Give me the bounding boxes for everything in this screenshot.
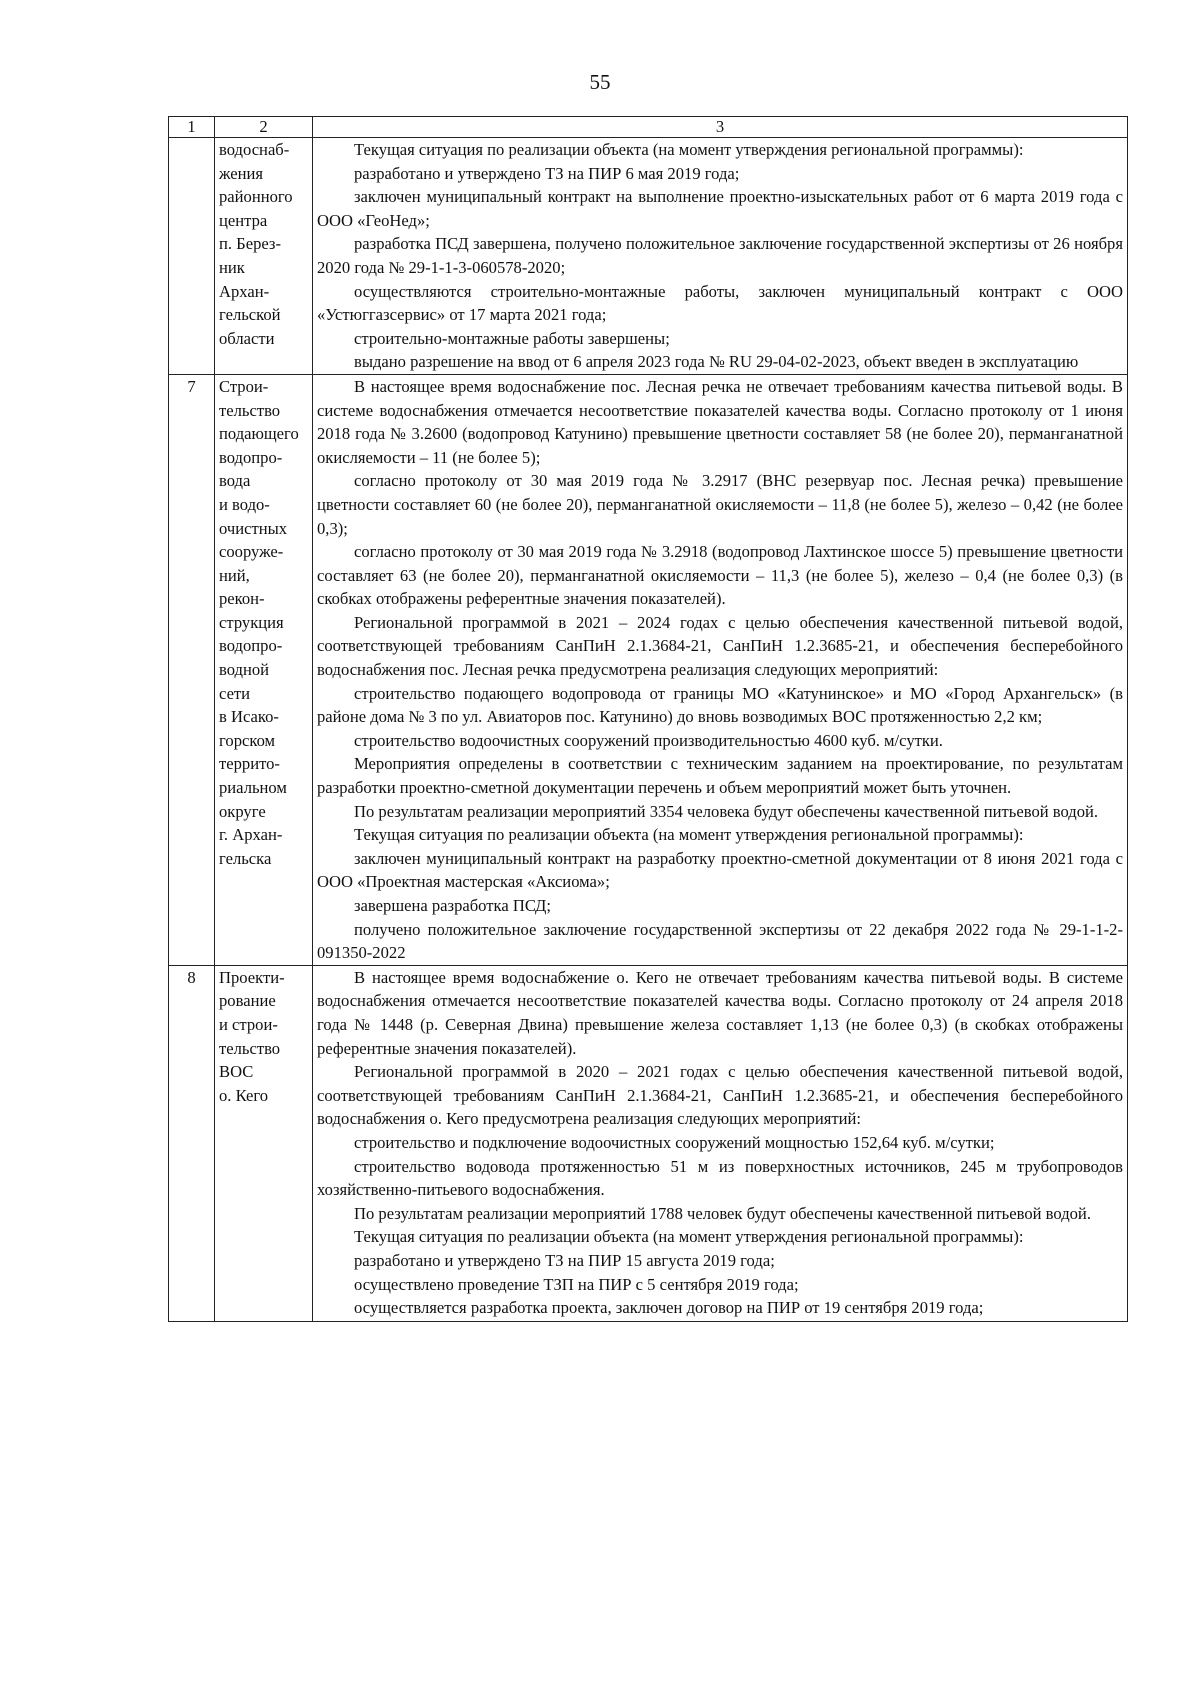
object-name-line: очистных bbox=[219, 518, 288, 538]
object-name-line: районного bbox=[219, 187, 293, 207]
object-name-line: Архан- bbox=[219, 281, 270, 301]
column-header-description: 3 bbox=[313, 117, 1128, 138]
description-paragraph: По результатам реализации мероприятий 3354 человека будут обеспечены качественной питьевой водой. bbox=[354, 801, 1099, 821]
description-cell bbox=[313, 965, 1128, 1321]
object-name-line: подающего bbox=[219, 424, 299, 444]
description-paragraph: осуществляются строительно-монтажные работы, заключен муниципальный контракт с ООО «Устюггазсервис» от 17 марта 2021 года; bbox=[317, 281, 1123, 325]
object-name-line: рекон- bbox=[219, 589, 265, 609]
description-paragraph: Текущая ситуация по реализации объекта (на момент утверждения региональной программы): bbox=[354, 140, 1024, 159]
object-name-line: и водо- bbox=[219, 494, 270, 514]
object-name-line: ний, bbox=[219, 565, 250, 585]
description-paragraph: разработано и утверждено ТЗ на ПИР 6 мая 2019 года; bbox=[354, 163, 740, 183]
description-paragraph: В настоящее время водоснабжение о. Кего не отвечает требованиям качества питьевой воды. В системе водоснабжения отмечается несоответствие показателей качества воды. Согласно протоколу от 24 апреля 2018 года № 1448 (р. Северная Двина) превышение железа составляет 1,13 (не более 0,3) (в скобках отображены референтные значения показателей). bbox=[317, 967, 1123, 1058]
row-number: 7 bbox=[169, 374, 215, 965]
description-paragraph: выдано разрешение на ввод от 6 апреля 2023 года № RU 29-04-02-2023, объект введен в эксплуатацию bbox=[354, 352, 1079, 372]
object-name-line: сети bbox=[219, 683, 251, 703]
object-name-line: водной bbox=[219, 660, 270, 680]
row-number bbox=[169, 138, 215, 375]
object-name-cell bbox=[215, 138, 313, 375]
description-paragraph: строительство и подключение водоочистных сооружений мощностью 152,64 куб. м/сутки; bbox=[354, 1132, 995, 1152]
table-row bbox=[169, 374, 1128, 965]
description-paragraph: строительство подающего водопровода от границы МО «Катунинское» и МО «Город Архангельск» (в районе дома № 3 по ул. Авиаторов пос. Катунино) до вновь возводимых ВОС протяженностью 2,2 км; bbox=[317, 683, 1123, 727]
object-name-line: сооруже- bbox=[219, 542, 284, 562]
description-paragraph: разработано и утверждено ТЗ на ПИР 15 августа 2019 года; bbox=[354, 1250, 775, 1270]
object-name-line: и строи- bbox=[219, 1014, 278, 1034]
object-name-line: вода bbox=[219, 471, 251, 491]
object-name-cell bbox=[215, 374, 313, 965]
object-name-line: тельство bbox=[219, 400, 281, 420]
object-name-line: водопро- bbox=[219, 447, 283, 467]
object-name-line: риальном bbox=[219, 778, 287, 798]
object-name-line: Проекти- bbox=[219, 967, 285, 987]
description-paragraph: Текущая ситуация по реализации объекта (на момент утверждения региональной программы): bbox=[354, 1227, 1024, 1247]
description-paragraph: осуществлено проведение ТЗП на ПИР с 5 сентября 2019 года; bbox=[354, 1274, 799, 1294]
description-paragraph: заключен муниципальный контракт на разработку проектно-сметной документации от 8 июня 2021 года с ООО «Проектная мастерская «Аксиома»; bbox=[317, 848, 1123, 892]
object-name-line: водопро- bbox=[219, 636, 283, 656]
description-cell bbox=[313, 374, 1128, 965]
object-name-cell bbox=[215, 965, 313, 1321]
description-paragraph: Мероприятия определены в соответствии с техническим заданием на проектирование, по результатам разработки проектно-сметной документации перечень и объем мероприятий может быть уточнен. bbox=[317, 754, 1123, 798]
object-name-line: области bbox=[219, 328, 275, 348]
column-header-object: 2 bbox=[215, 117, 313, 138]
object-name-line: водоснаб- bbox=[219, 140, 290, 159]
table-row bbox=[169, 965, 1128, 1321]
table-row bbox=[169, 138, 1128, 375]
object-name-line: струкция bbox=[219, 612, 284, 632]
description-paragraph: разработка ПСД завершена, получено положительное заключение государственной экспертизы от 26 ноября 2020 года № 29-1-1-3-060578-2020; bbox=[317, 234, 1123, 277]
description-paragraph: строительство водовода протяженностью 51 м из поверхностных источников, 245 м трубопроводов хозяйственно-питьевого водоснабжения. bbox=[317, 1156, 1123, 1200]
description-paragraph: согласно протоколу от 30 мая 2019 года № 3.2918 (водопровод Лахтинское шоссе 5) превышение цветности составляет 63 (не более 20), перманганатной окисляемости – 11,3 (не более 5), железо – 0,4 (не более 0,3) (в скобках отображены референтные значения показателей). bbox=[317, 542, 1123, 609]
column-header-number: 1 bbox=[169, 117, 215, 138]
description-paragraph: строительно-монтажные работы завершены; bbox=[354, 328, 670, 348]
object-name-line: ВОС bbox=[219, 1062, 254, 1082]
description-paragraph: строительство водоочистных сооружений производительностью 4600 куб. м/сутки. bbox=[354, 730, 943, 750]
program-table bbox=[168, 116, 1128, 1322]
description-paragraph: заключен муниципальный контракт на выполнение проектно-изыскательных работ от 6 марта 2019 года с ООО «ГеоНед»; bbox=[317, 187, 1123, 230]
object-name-line: гельской bbox=[219, 305, 281, 325]
object-name-line: округе bbox=[219, 801, 266, 821]
object-name-line: рование bbox=[219, 991, 276, 1011]
object-name-line: террито- bbox=[219, 754, 280, 774]
description-paragraph: Текущая ситуация по реализации объекта (на момент утверждения региональной программы): bbox=[354, 825, 1024, 845]
description-paragraph: получено положительное заключение государственной экспертизы от 22 декабря 2022 года № 29-1-1-2-091350-2022 bbox=[317, 919, 1123, 963]
description-cell bbox=[313, 138, 1128, 375]
description-paragraph: По результатам реализации мероприятий 1788 человек будут обеспечены качественной питьевой водой. bbox=[354, 1203, 1091, 1223]
object-name-line: в Исако- bbox=[219, 707, 279, 727]
description-paragraph: осуществляется разработка проекта, заключен договор на ПИР от 19 сентября 2019 года; bbox=[354, 1298, 984, 1318]
object-name-line: о. Кего bbox=[219, 1085, 269, 1105]
object-name-line: тельство bbox=[219, 1038, 281, 1058]
description-paragraph: согласно протоколу от 30 мая 2019 года № 3.2917 (ВНС резервуар пос. Лесная речка) превышение цветности составляет 60 (не более 20), перманганатной окисляемости – 11,8 (не более 5), железо – 0,42 (не более 0,3); bbox=[317, 471, 1123, 538]
object-name-line: ник bbox=[219, 257, 245, 277]
object-name-line: горском bbox=[219, 730, 276, 750]
description-paragraph: завершена разработка ПСД; bbox=[354, 896, 551, 915]
page-number: 55 bbox=[589, 70, 611, 94]
object-name-line: центра bbox=[219, 210, 268, 230]
description-paragraph: Региональной программой в 2020 – 2021 годах с целью обеспечения качественной питьевой водой, соответствующей требованиям СанПиН 2.1.3684-21, СанПиН 1.2.3685-21, и обеспечения бесперебойного водоснабжения о. Кего предусмотрена реализация следующих мероприятий: bbox=[317, 1062, 1123, 1129]
object-name-line: п. Берез- bbox=[219, 234, 282, 254]
column-header-row bbox=[169, 117, 1128, 138]
object-name-line: гельска bbox=[219, 848, 272, 868]
object-name-line: жения bbox=[219, 163, 264, 183]
object-name-line: г. Архан- bbox=[219, 825, 283, 845]
object-name-line: Строи- bbox=[219, 376, 269, 396]
row-number: 8 bbox=[169, 965, 215, 1321]
description-paragraph: Региональной программой в 2021 – 2024 годах с целью обеспечения качественной питьевой водой, соответствующей требованиям СанПиН 2.1.3684-21, СанПиН 1.2.3685-21, и обеспечения бесперебойного водоснабжения пос. Лесная речка предусмотрена реализация следующих мероприятий: bbox=[317, 612, 1123, 680]
description-paragraph: В настоящее время водоснабжение пос. Лесная речка не отвечает требованиям качества питьевой воды. В системе водоснабжения отмечается несоответствие показателей качества воды. Согласно протоколу от 1 июня 2018 года № 3.2600 (водопровод Катунино) превышение цветности составляет 58 (не более 20), перманганатной окисляемости – 11 (не более 5); bbox=[317, 376, 1123, 467]
